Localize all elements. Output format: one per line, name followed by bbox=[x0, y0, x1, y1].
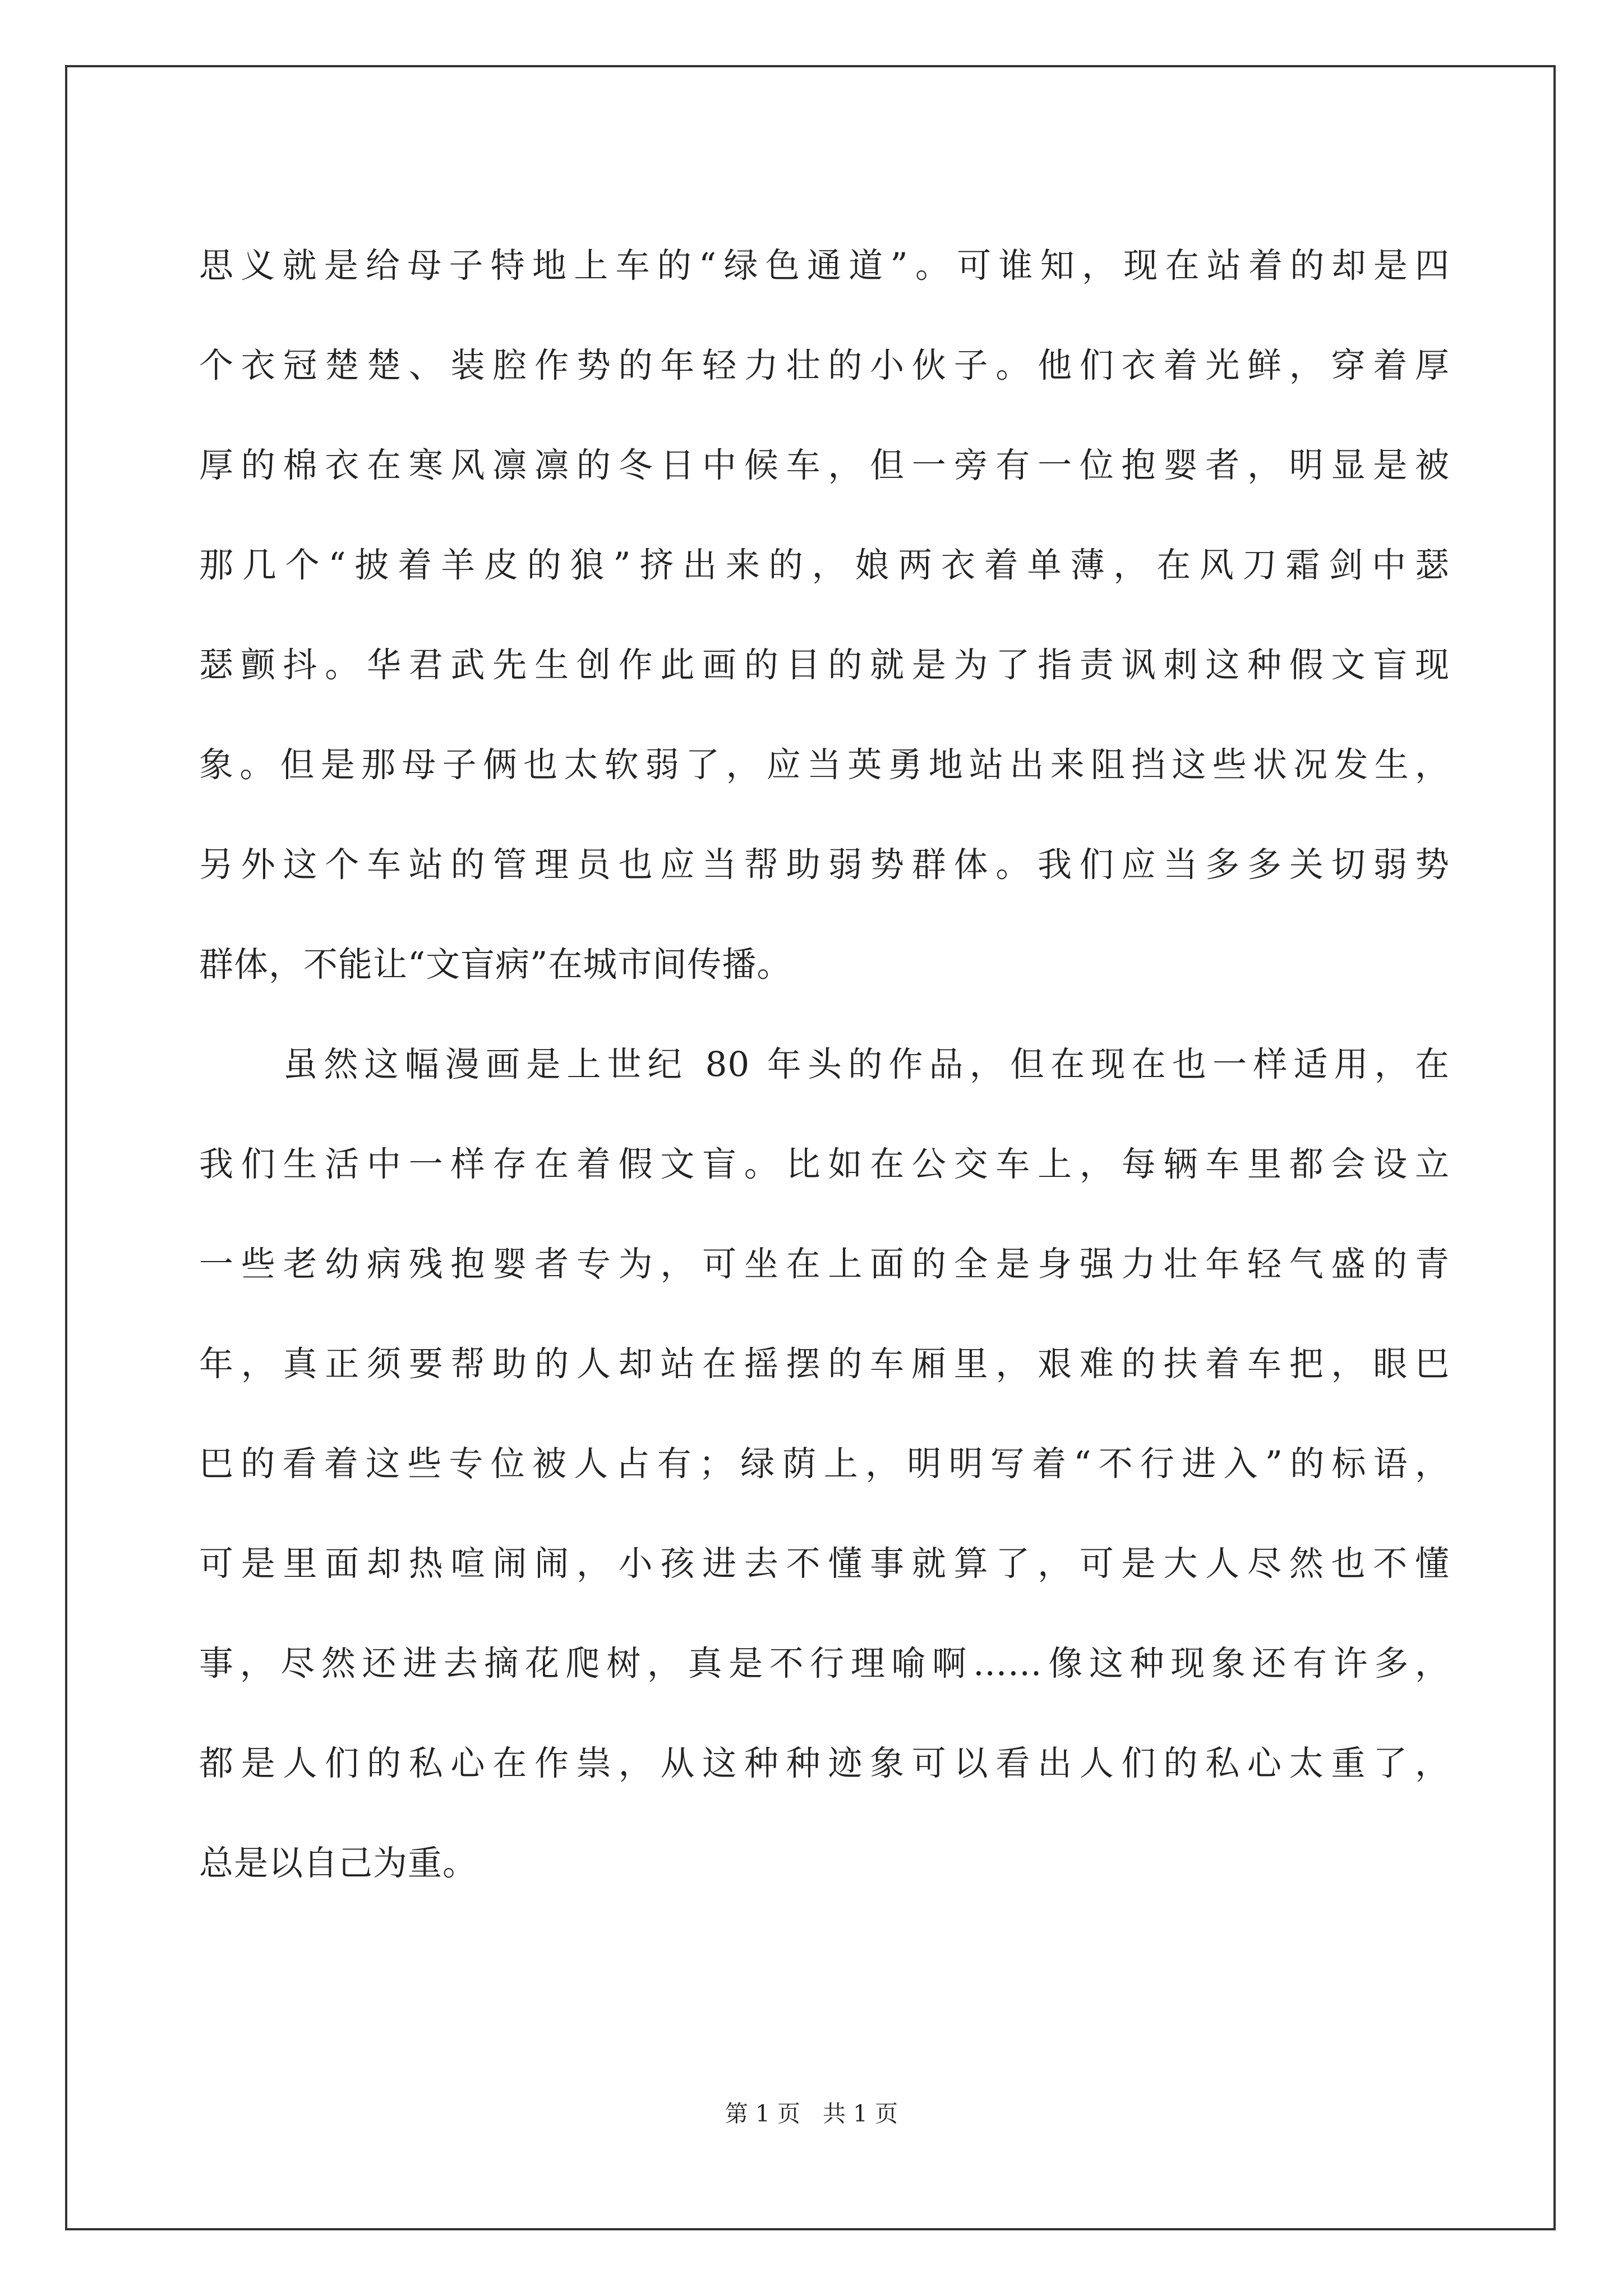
paragraph-2 bbox=[199, 1015, 1450, 1913]
page-number: 第 1 页 bbox=[725, 2100, 800, 2127]
document-body bbox=[199, 216, 1450, 1913]
text-line: 那几个“披着羊皮的狼”挤出来的，娘两衣着单薄，在风刀霜剑中瑟 bbox=[199, 545, 1450, 585]
text-line: 厚的棉衣在寒风凛凛的冬日中候车，但一旁有一位抱婴者，明显是被 bbox=[199, 445, 1450, 485]
text-line: 瑟颤抖。华君武先生创作此画的目的就是为了指责讽刺这种假文盲现 bbox=[199, 645, 1450, 685]
text-line: 事，尽然还进去摘花爬树，真是不行理喻啊……像这种现象还有许多， bbox=[199, 1644, 1450, 1683]
page-total: 共 1 页 bbox=[823, 2100, 898, 2127]
page-footer bbox=[0, 2095, 1623, 2128]
text-line: 思义就是给母子特地上车的“绿色通道”。可谁知，现在站着的却是四 bbox=[199, 246, 1450, 286]
text-line: 巴的看着这些专位被人占有；绿荫上，明明写着“不行进入”的标语， bbox=[199, 1444, 1450, 1484]
text-line: 一些老幼病残抱婴者专为，可坐在上面的全是身强力壮年轻气盛的青 bbox=[199, 1244, 1450, 1284]
text-line: 虽然这幅漫画是上世纪 80 年头的作品，但在现在也一样适用，在 bbox=[283, 1045, 1450, 1084]
text-line: 都是人们的私心在作祟，从这种种迹象可以看出人们的私心太重了， bbox=[199, 1743, 1450, 1783]
text-line: 象。但是那母子俩也太软弱了，应当英勇地站出来阻挡这些状况发生， bbox=[199, 745, 1450, 785]
text-line: 另外这个车站的管理员也应当帮助弱势群体。我们应当多多关切弱势 bbox=[199, 845, 1450, 885]
text-line: 群体，不能让“文盲病”在城市间传播。 bbox=[199, 945, 792, 984]
text-line: 个衣冠楚楚、装腔作势的年轻力壮的小伙子。他们衣着光鲜，穿着厚 bbox=[199, 346, 1450, 385]
text-line: 可是里面却热喧闹闹，小孩进去不懂事就算了，可是大人尽然也不懂 bbox=[199, 1544, 1450, 1584]
paragraph-1 bbox=[199, 216, 1450, 1015]
text-line: 总是以自己为重。 bbox=[199, 1843, 478, 1883]
text-line: 年，真正须要帮助的人却站在摇摆的车厢里，艰难的扶着车把，眼巴 bbox=[199, 1344, 1450, 1384]
text-line: 我们生活中一样存在着假文盲。比如在公交车上，每辆车里都会设立 bbox=[199, 1144, 1450, 1184]
